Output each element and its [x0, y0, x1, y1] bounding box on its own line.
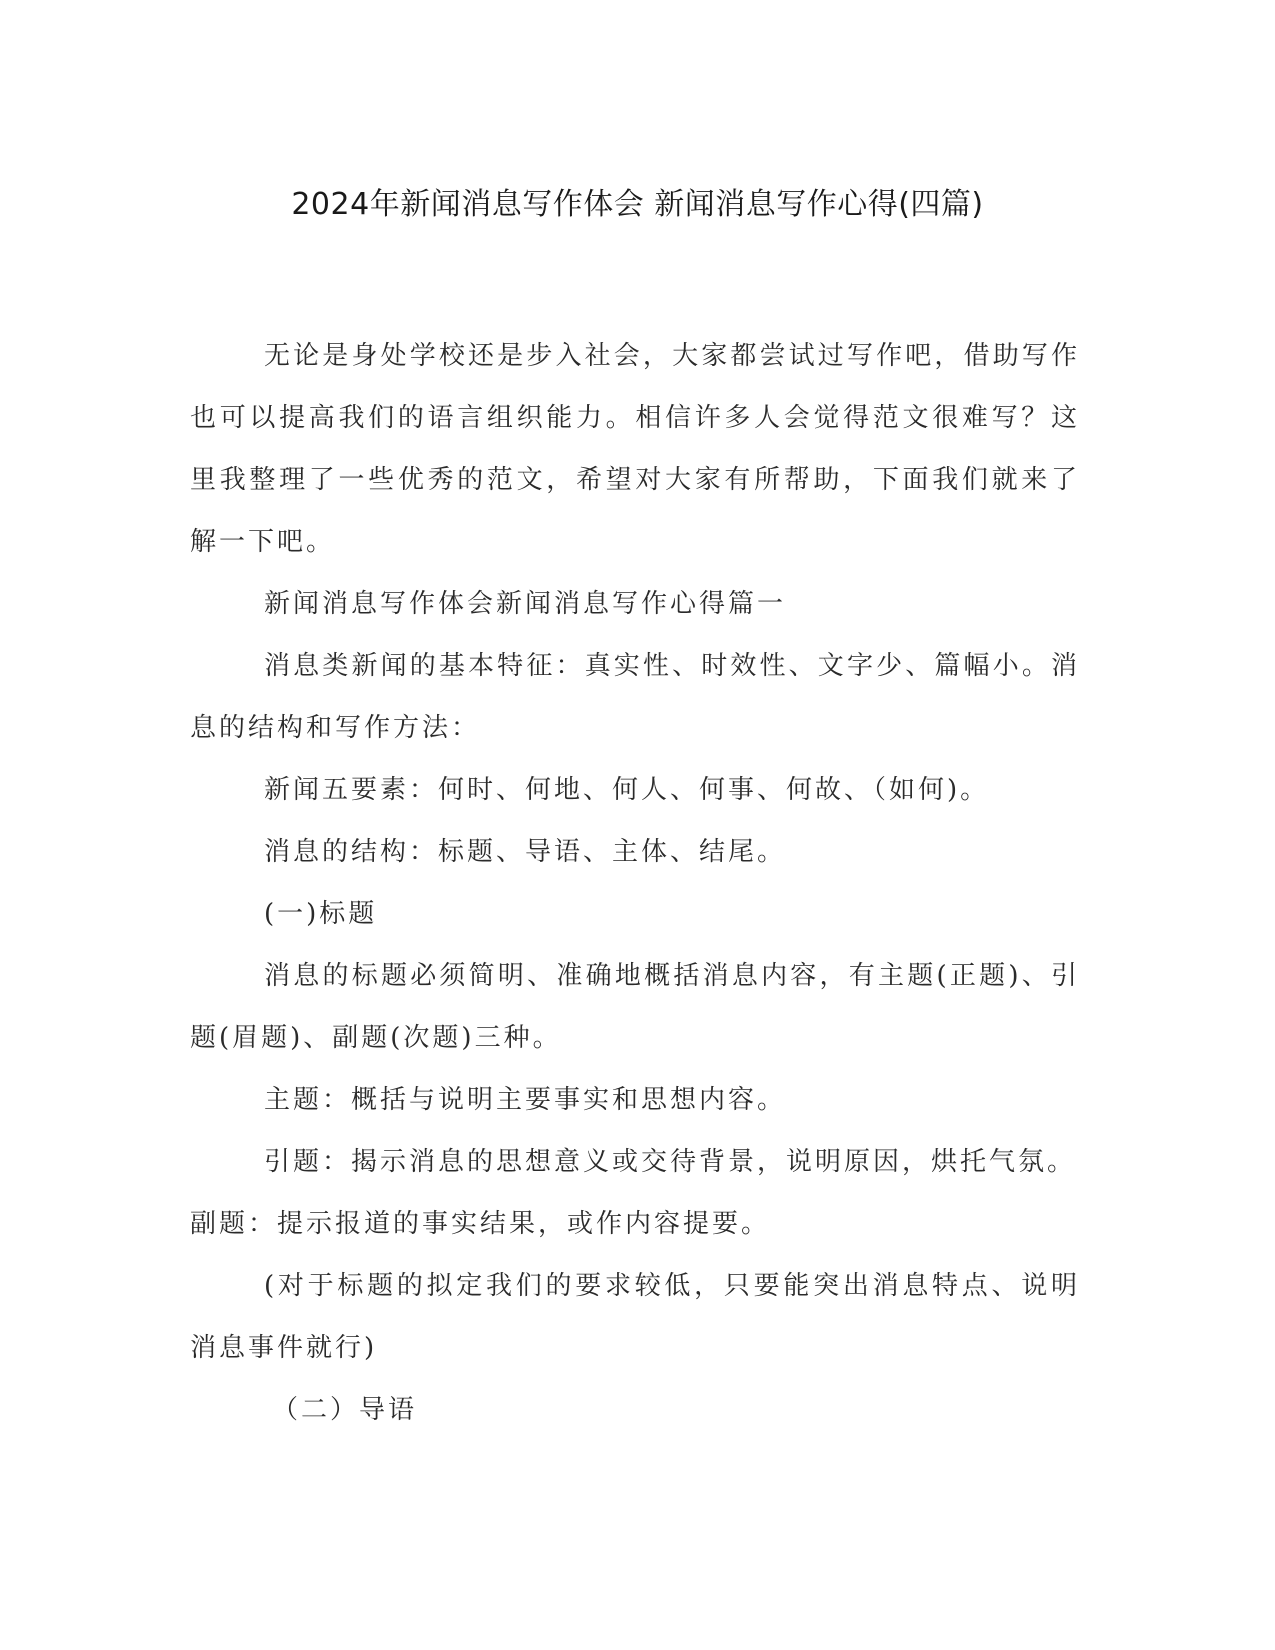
paragraph-title-note: (对于标题的拟定我们的要求较低，只要能突出消息特点、说明消息事件就行): [190, 1271, 1080, 1363]
intro-paragraph: 无论是身处学校还是步入社会，大家都尝试过写作吧，借助写作也可以提高我们的语言组织能力。相信许多人会觉得范文很难写？这里我整理了一些优秀的范文，希望对大家有所帮助，下面我们就来了解一下吧。: [190, 341, 1080, 557]
document-title: 2024年新闻消息写作体会 新闻消息写作心得(四篇): [291, 187, 984, 222]
paragraph-five-elements: 新闻五要素：何时、何地、何人、何事、何故、（如何)。: [264, 775, 990, 805]
paragraph-basic-features: 消息类新闻的基本特征：真实性、时效性、文字少、篇幅小。消息的结构和写作方法：: [190, 651, 1080, 743]
subheading-lead: （二）导语: [272, 1395, 418, 1425]
document-body: [190, 325, 1080, 1441]
paragraph-subtitle: 副题：提示报道的事实结果，或作内容提要。: [190, 1209, 771, 1239]
subheading-title: (一)标题: [264, 899, 378, 929]
paragraph-title-requirements: 消息的标题必须简明、准确地概括消息内容，有主题(正题)、引题(眉题)、副题(次题)三种。: [190, 961, 1080, 1053]
paragraph-lead-title: 引题：揭示消息的思想意义或交待背景，说明原因，烘托气氛。: [264, 1147, 1077, 1177]
paragraph-structure: 消息的结构：标题、导语、主体、结尾。: [264, 837, 787, 867]
paragraph-main-title: 主题：概括与说明主要事实和思想内容。: [264, 1085, 787, 1115]
section-heading-part-one: 新闻消息写作体会新闻消息写作心得篇一: [264, 589, 787, 619]
